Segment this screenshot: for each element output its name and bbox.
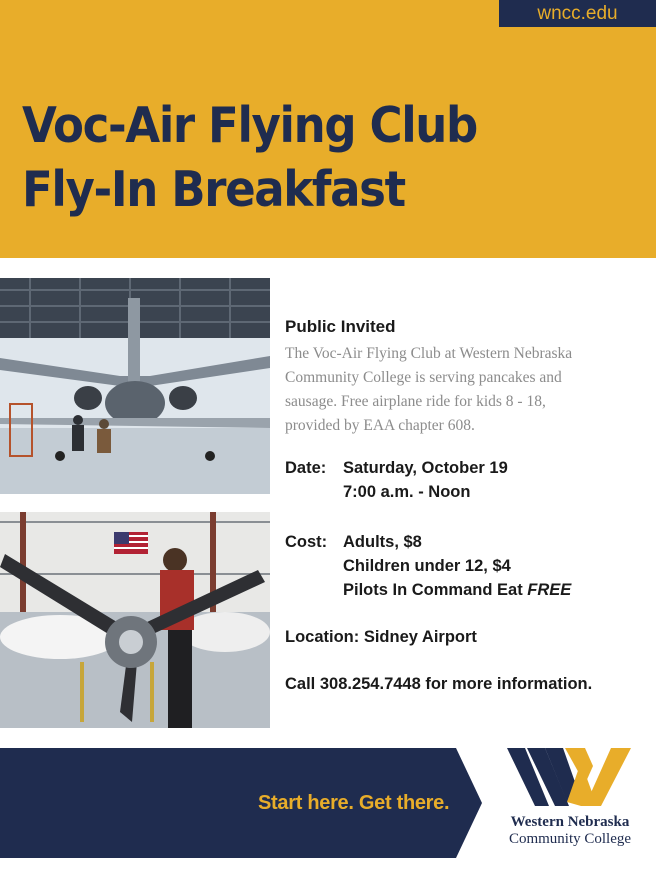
propeller-maintenance-photo — [0, 512, 270, 728]
date-label: Date: — [285, 459, 327, 477]
header-banner — [0, 0, 656, 258]
page-title — [22, 94, 477, 222]
event-description: The Voc-Air Flying Club at Western Nebraska Community College is serving pancakes and sausage. Free airplane ride for kids 8 - 18, provided by EAA chapter 608. — [285, 345, 573, 434]
date-line-2: 7:00 a.m. - Noon — [343, 483, 471, 501]
cost-line-3-text: Pilots In Command Eat — [343, 581, 528, 599]
logo-line-2: Community College — [508, 831, 632, 847]
cost-free-emphasis: FREE — [527, 581, 572, 599]
cost-line-2: Children under 12, $4 — [343, 557, 511, 575]
website-link[interactable]: wncc.edu — [499, 0, 656, 27]
cost-line-3 — [343, 578, 571, 602]
wncc-logo-icon — [505, 744, 633, 810]
cost-label: Cost: — [285, 533, 328, 551]
public-invited-heading: Public Invited — [285, 317, 396, 336]
hangar-jet-maintenance-photo — [0, 278, 270, 494]
title-line-2: Fly-In Breakfast — [22, 161, 405, 218]
date-line-1: Saturday, October 19 — [343, 459, 508, 477]
date-value — [343, 456, 508, 504]
cost-value — [343, 530, 571, 602]
location-text: Location: Sidney Airport — [285, 628, 477, 646]
title-line-1: Voc-Air Flying Club — [22, 97, 477, 154]
logo-wordmark — [500, 814, 640, 848]
cost-line-1: Adults, $8 — [343, 533, 422, 551]
call-info-text: Call 308.254.7448 for more information. — [285, 675, 593, 693]
tagline: Start here. Get there. — [258, 792, 450, 814]
logo-line-1: Western Nebraska — [510, 814, 630, 830]
